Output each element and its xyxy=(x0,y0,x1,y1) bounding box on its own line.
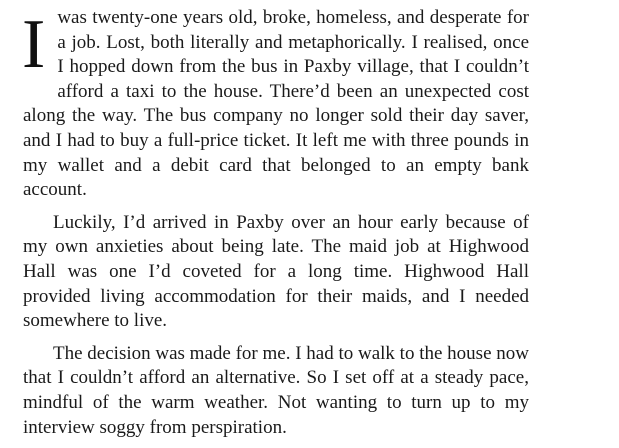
drop-cap: I xyxy=(22,6,46,83)
book-page xyxy=(23,6,529,448)
paragraph-1 xyxy=(23,6,529,203)
paragraph-3: The decision was made for me. I had to walk to the house now that I couldn’t afford an alternative. So I set off at a steady pace, mindful of the warm weather. Not wanting to turn up to my interview soggy from perspiration. xyxy=(23,342,529,438)
paragraph-2: Luckily, I’d arrived in Paxby over an hour early because of my own anxieties about being late. The maid job at Highwood Hall was one I’d coveted for a long time. Highwood Hall provided living accommodation for their maids, and I needed somewhere to live. xyxy=(23,211,529,332)
paragraph-1-text: was twenty-one years old, broke, homeless, and desperate for a job. Lost, both literally and metaphorically. I realised, once I hopped down from the bus in Paxby village, that I couldn’t afford a taxi to the house. There’d been an unexpected cost along the way. The bus company no longer sold their day saver, and I had to buy a full-price ticket. It left me with three pounds in my wallet and a debit card that belonged to an empty bank account. xyxy=(23,7,529,201)
